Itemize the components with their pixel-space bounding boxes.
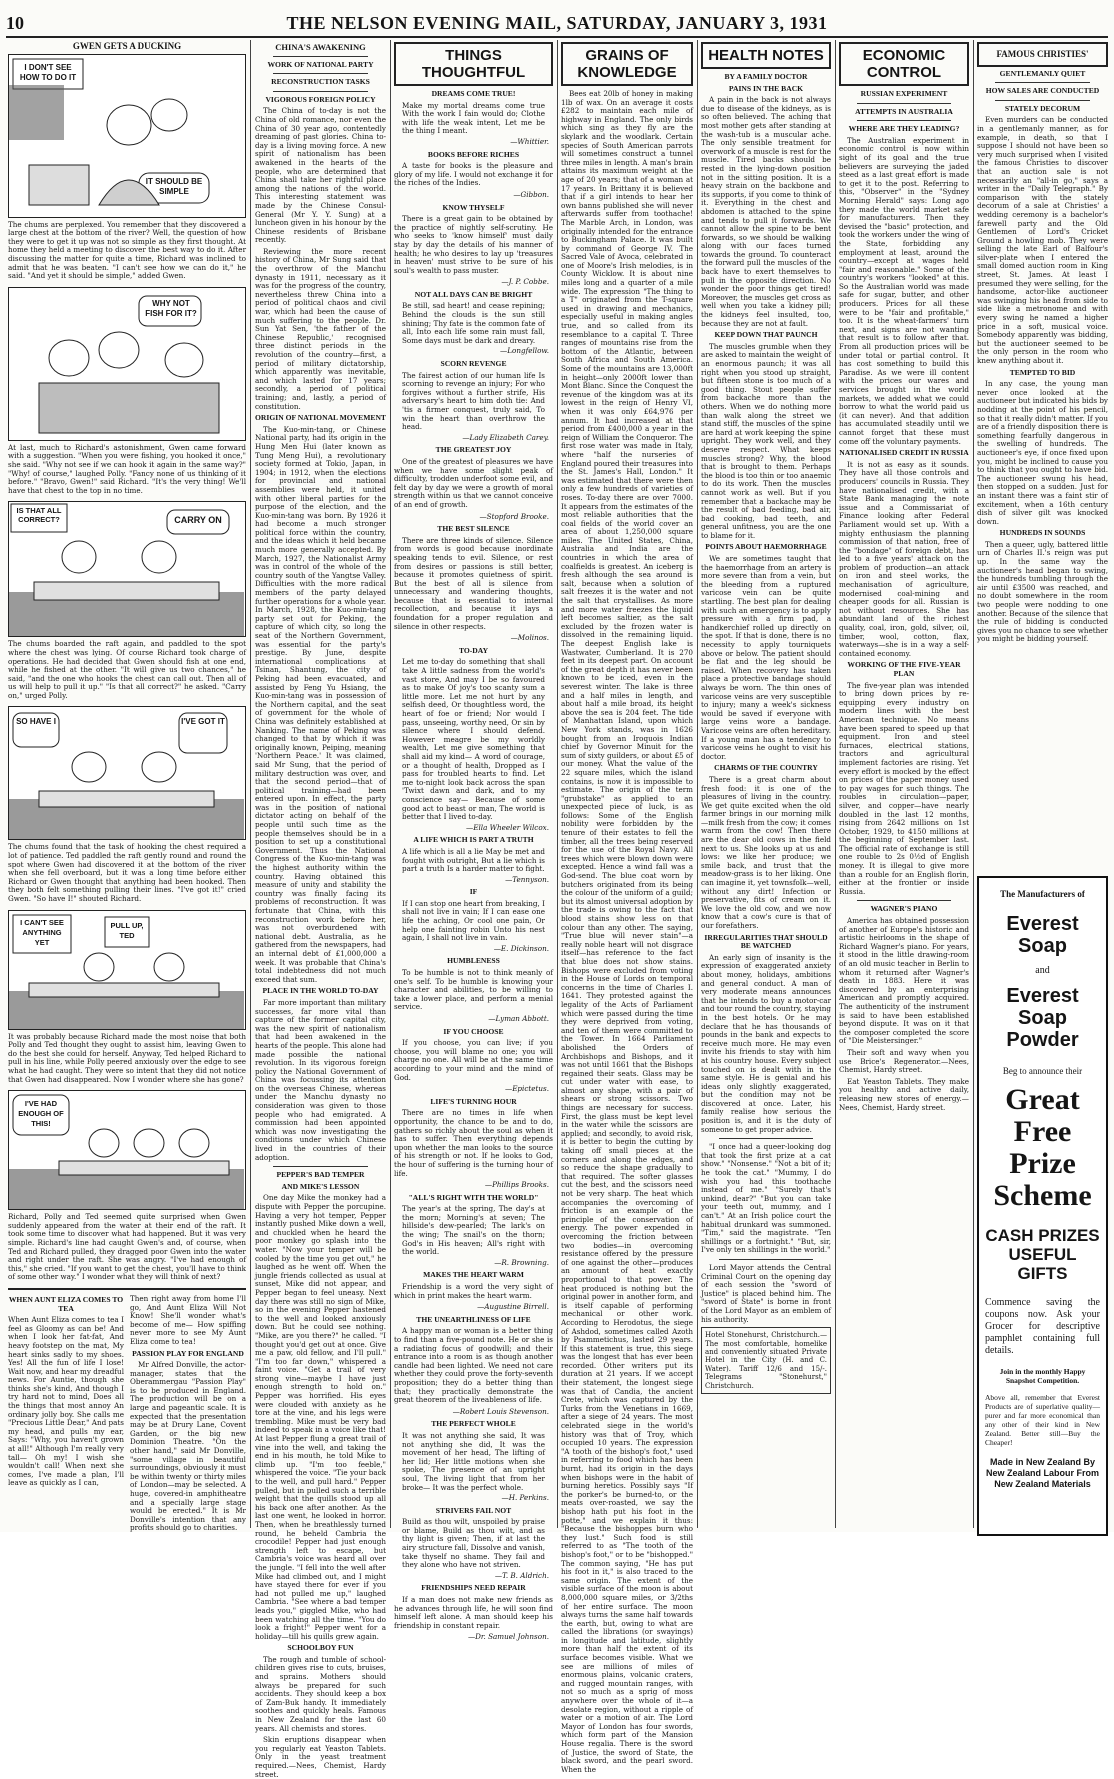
china-subhead: WORK OF NATIONAL PARTY: [267, 59, 374, 69]
ad-prizes: CASH PRIZES USEFUL GIFTS: [985, 1225, 1100, 1283]
speech-bubble: I'VE GOT IT: [181, 717, 225, 727]
divider: [995, 82, 1090, 83]
article-paragraph: The China of to-day is not the China of old romance, nor even the China of 30 year ago, contentedly dreaming of past glories. China to-day is a living moving force. A new spirit of nationalism has been awakened in the hearts of the people, who are determined that China shall take her rightful place among the nations of the world. This interesting statement was made by the Chinese Consul-General (Mr Y. Y. Sung) at a luncheon given in his honour by the Chinese residents of Brisbane recently.: [255, 106, 386, 245]
china-headline: CHINA'S AWAKENING: [275, 42, 366, 52]
hotel-advertisement: Hotel Stonehurst, Christchurch.—The most comfortable, homelike and conveniently situated Private Hotel in the City (H. and C. Water). Tariff 12/6 and 15/-. Telegrams "Stonehurst," Christchurch.: [701, 1327, 831, 1394]
quote-title: NOT ALL DAYS CAN BE BRIGHT: [414, 289, 533, 299]
knowledge-column: [561, 40, 693, 1774]
comic-panel-1: [8, 54, 246, 218]
health-headline: HEALTH NOTES: [701, 42, 831, 69]
speech-bubble: CARRY ON: [174, 515, 222, 526]
quote-title: FRIENDSHIPS NEED REPAIR: [421, 1583, 526, 1593]
caption-1: The chums are perplexed. You remember that they discovered a large chest at the bottom of the river? Well, the question of how they were to get it up was not so simple as they first thought. At home they held a meeting to discover the best way to do it. After discussing the matter for quite a time, Richard was inclined to admit that he was beaten. "I can't see how we can do it," he said. "And yet it should be simple," added Gwen.: [8, 219, 246, 281]
ad-brand: Everest Soap Powder: [1006, 985, 1079, 1052]
character-head: [62, 541, 96, 573]
quote-title: IF YOU CHOOSE: [443, 1026, 504, 1036]
poem-block: [8, 1293, 124, 1536]
article-paragraph: Their soft and wavy when you use Brice's Regenerator.—Nees, Chemist, Hardy street.: [839, 1047, 969, 1075]
article-paragraph: Far more important than military successes, far more vital than capture of the former capital city, was the new spirit of nationalism that had been awakened in the hearts of the people. This alone had made possible the national revolution. In its vigorous foreign policy the National Government of China was focussing its attention on the overseas Chinese, whereas under the Manchu dynasty no consideration was given to those people who had emigrated. A commission had been appointed which was now investigating the conditions under which Chinese lived in the countries of their adoption.: [255, 997, 386, 1162]
caption-2: At last, much to Richard's astonishment, Gwen came forward with a suggestion. "When you were fishing, you hooked it once," she said. "Why not see if we can hook it again in the same way?" "Why! of course," laughed Polly. "Fancy none of us thinking of it before." "Bravo, Gwen!" said Richard. "It's the very thing! We'll have that chest to the top in no time.: [8, 442, 246, 495]
economic-headline: ECONOMIC CONTROL: [839, 42, 969, 86]
article-paragraph: The five-year plan was intended to bring down prices by re-equipping every industry on modern lines with the best American technique. No means have been spared to speed up that equipment. Iron and steel furnaces, electrical stations, tractors and agricultural implement factories are rising. Yet every effort is mocked by the effect on prices of the paper money used to pay wages for such things. The roubles in circulation—paper, silver, and copper—have nearly doubled in the last 12 months, rising from 2642 millions on 1st October, 1929, to 4150 millions at the beginning of September last. The official rate of exchange is still one rouble to 2s 0½d of English money. It is illegal to give more than a rouble for an English florin, either at the frontier or inside Russia.: [839, 680, 969, 896]
poem-continuation: Then right away from home I'll go, And Aunt Eliza Will Not Know! She'll wonder what's become of me— How spiffing never more to see My Aunt Eliza come to tea!: [130, 1293, 246, 1346]
article-paragraph: The muscles grumble when they are asked to maintain the weight of an enormous paunch; it was all right when you stood up straight, but fifteen stone is too much of a good thing. Stout people suffer from backache more than the others. When we do nothing more than walk along the street we stand stiff, the muscles of the spine are hard at work keeping the spine upright. They work well, and they deserve respect. What keeps muscles strong? Why, the blood that is brought to them. Perhaps the blood is too thin or too anaemic to do its work. Then the muscles cannot work as well. But if you remember that a backache may be the result of bad feeding, bad air, bad cooking, bad teeth, and general unfitness, you are the one to blame for it.: [701, 341, 831, 540]
christies-column: [977, 40, 1108, 1528]
article-paragraph: Even murders can be conducted in a gentlemanly manner, as for example, in death, so that I suppose I should not have been so very much surprised when I visited the famous Christies to discover that an auction sale is not necessarily an "all-in go," says a writer in the "Daily Telegraph." By comparison with the stately decorum of a sale at Christies' a wedding ceremony is a bachelor's farewell party and the Old Gentlemen of Lord's Cricket Ground a howling mob. They were selling the late Earl of Balfour's silver-plate when I entered the small domed auction room in King street, St. James. At least I presumed they were selling, for the handsome, actor-like auctioneer was swinging his head from side to side like a metronome and with every swing he named a higher price in a soft, musical voice. Somebody apparently was bidding, but the auctioneer seemed to be the only person in the room who knew anything about it.: [977, 115, 1108, 365]
quote-author: —Robert Louis Stevenson.: [452, 1406, 549, 1416]
divider: [273, 91, 368, 92]
character-head: [154, 953, 184, 981]
poem-text: When Aunt Eliza comes to tea I feel as Gloomy as can be! And when I look her fat-fat, And heavy footstep on the mat, My heart sinks sadly to my shoes. Yes! All the fun of life I lose! Wait now, and hear my dreadful news. For Auntie, though she thinks she's kind, And though I try hard not to mind, Does all the things that most annoy An ordinary jolly boy. She calls me "Precious Little Dear," And pats my head, and pulls my ear, Says: "Why, you haven't grown at all!" Although I'm really very tall— Oh my! I wish she wouldn't call! When next she comes, I've made a plan, I'll leave as quickly as I can,: [8, 1315, 124, 1488]
quote-text: There are no times in life when opportunity, the chance to be and to do, gathers so richly about the soul as when it has to suffer. Then everything depends upon whether the man looks to the source of his strength or not. If he looks to God, the hour of suffering is the turning hour of life.: [394, 1108, 553, 1178]
comic-panel-2: [8, 287, 246, 441]
section-heading: KEEP DOWN THAT PAUNCH: [714, 330, 818, 340]
speech-bubble: I DON'T SEE HOW TO DO IT: [19, 62, 77, 82]
china-subhead: VIGOROUS FOREIGN POLICY: [265, 94, 376, 104]
quote-text: Let me to-day do something that shall take A little sadness from the world's vast store, And may I be so favoured as to make Of joy's too scanty sum a little more. Let me not hurt by any selfish deed, Or thoughtless word, the heart of foe or friend; Nor would I pass, unseeing, worthy need, Or sin by silence where I should defend. However meagre be my worldly wealth, Let me give something that shall aid my kind— A word of courage, or a thought of health, Dropped as I pass for troubled hearts to find. Let me to-night look back across the span 'Twixt dawn and dark, and to my conscience say— Because of some good act to beast or man, The world is better that I lived to-day.: [402, 657, 545, 822]
character-head: [49, 340, 89, 376]
comic-panel-6: [8, 1090, 246, 1210]
article-paragraph: The Australian experiment in economic control is now within sight of its goal and the true believers are surveying the jaded steed as a last great effort is made to get it to the post. Referring to this, "Observer" in the "Sydney Morning Herald" says: Long ago they made the world market safe for manufacturers. Then they devised the "basic" protection, and took the workers under the wing of the State, forbidding any employment at least, around the country—except at wages held "fair and reasonable." Some of the country's workers "looked" at this. So the Australian world was made safe for sugar, butter, and other producers. Prices for all these were to be "fair and profitable," too. It is the wheat-farmers' turn next, and signs are not wanting that result is to follow after that. From all production prices will be under total or partial control. It has cost something to build this Paradise. As we were ill content with the prices our wares and services brought in the world markets, we added what we could borrow to what the world paid us (it can never). And that addition has accumulated steadily until we cannot forget that these must come off the voluntary payments.: [839, 135, 969, 446]
section-heading: NATIONALISED CREDIT IN RUSSIA: [839, 448, 969, 458]
ad-competition: Join in the monthly Happy Snapshot Competition.: [999, 1366, 1086, 1385]
divider: [273, 73, 368, 74]
quote-author: —Lady Elizabeth Carey.: [462, 432, 549, 442]
quote-title: A LIFE WHICH IS PART A TRUTH: [413, 835, 534, 845]
speech-bubble: IS THAT ALL CORRECT?: [16, 506, 62, 525]
quote-text: If I can stop one heart from breaking, I shall not live in vain; If I can ease one life the aching, Or cool one pain, Or help one fainting robin Unto his nest again, I shall not live in vain.: [402, 898, 545, 943]
caption-3: The chums boarded the raft again, and paddled to the spot where the chest was lying. Of course Richard took charge of operations. He had decided that Gwen should fish at one end, while he fished at the other. "It will give us two chances," he said, "and the one who hooks the chest can call out. Then all of us will help to pull it up." "Is that all correct?" he asked. "Carry on," urged Polly.: [8, 639, 246, 700]
everest-advertisement: [977, 876, 1108, 1536]
section-heading: CHARMS OF THE COUNTRY: [714, 763, 818, 773]
economic-column: [839, 40, 969, 1528]
masthead: [6, 10, 1108, 38]
column-rule: [835, 40, 836, 1528]
speech-bubble: PULL UP, TED: [110, 920, 144, 940]
divider: [273, 56, 368, 57]
comic-panel-4: [8, 706, 246, 840]
thoughtful-headline: THINGS THOUGHTFUL: [394, 42, 553, 86]
raft: [29, 983, 219, 997]
section-heading: IRREGULARITIES THAT SHOULD BE WATCHED: [704, 932, 828, 951]
passion-text: Mr Alfred Donville, the actor-manager, states that the Oberammergau "Passion Play" is to be produced in England. The production will be on a large and pageantic scale. It is expected that the presentation may be at Drury Lane, Covent Garden, or the big new Dominion Theatre. "On the other hand," said Mr Donville, "some village in beautiful surroundings, obviously it must be within twenty or thirty miles of London—may be selected. A huge, covered-in amphitheatre and a specially large stage would be erected." It is Mr Donville's intention that any profits should go to charities.: [130, 1360, 246, 1533]
article-paragraph: Skin eruptions disappear when you regularly eat Yeaston Tablets. Only in the yeast treatment required.—Nees, Chemist, Hardy street.: [255, 1735, 386, 1779]
article-paragraph: An early sign of insanity is the expression of exaggerated anxiety about money, holidays, ambitions and general conduct. A man of very moderate means announces that he intends to buy a motor-car and tour round the country, staying in the best hotels. Or he may declare that he has thousands of pounds in the bank and expects to receive much more. He may even invite his friends to stay with him at his country house. Every subject touched on is dealt with in the same style. He is genial and his ideas only slightly exaggerated, but the condition may not be discovered at once. Later, his family realise how serious the position is, and it is the duty of someone to get proper advice.: [701, 952, 831, 1134]
thoughtful-column: [394, 40, 553, 1642]
character-head: [99, 332, 139, 368]
quote-text: There is a great gain to be obtained by the practice of nightly self-scrutiny. He who seeks to 'know himself' must daily stay by day the details of his manner of health; he who desires to lay up 'treasures in heaven' must strive to be sure of his soul's wealth to pass muster.: [394, 214, 553, 275]
comic-column: [8, 40, 246, 1533]
caption-6: Richard, Polly and Ted seemed quite surprised when Gwen suddenly appeared from the water at their end of the raft. It took some time to discover what had happened. But it was very simple. Richard's line had caught Gwen's and, of course, when Ted and Richard pulled, they dragged poor Gwen into the water and right under the raft. She was angry. "I've had enough of this," she cried. "If you want to get the chest, you'll have to think of some other way." I wonder what they will think of next?: [8, 1212, 246, 1282]
comic-panel-3: [8, 501, 246, 637]
quote-author: —J. P. Cobbe.: [501, 277, 549, 287]
speech-bubble: SO HAVE I: [16, 717, 56, 727]
quote-text: A happy man or woman is a better thing to find than a five-pound note. He or she is a radiating focus of goodwill; and their entrance into a room is as though another candle had been lighted. We need not care whether they could prove the forty-seventh proposition; they do a better thing than that; they practically demonstrate the great theorem of the liveableness of life.: [394, 1326, 553, 1405]
divider: [995, 100, 1090, 101]
poem-title: WHEN AUNT ELIZA COMES TO TEA: [8, 1294, 124, 1313]
quote-author: —Dr. Samuel Johnson.: [467, 1632, 549, 1642]
quote-text: Build as thou wilt, unspoiled by praise or blame, Build as thou wilt, and as thy light is given; Then, if at last the airy structure fall, Dissolve and vanish, take thyself no shame. They fail and they alone who have not striven.: [402, 1517, 545, 1570]
page-number: 10: [6, 12, 24, 33]
section-heading: WORKING OF THE FIVE-YEAR PLAN: [847, 660, 961, 678]
quote-author: —R. Browning.: [494, 1257, 549, 1267]
china-column: [255, 40, 386, 1779]
raft: [59, 1161, 229, 1175]
character-head: [165, 343, 203, 377]
column-rule: [557, 40, 558, 1528]
quote-author: —Gibbon.: [513, 189, 549, 199]
column-rule: [250, 40, 251, 1528]
christies-header: [977, 42, 1108, 67]
section-heading: WAGNER'S PIANO: [870, 904, 938, 914]
article-paragraph: Reviewing the more recent history of China, Mr Sung said that the overthrow of the Manchu dynasty in 1911, necessary as it was for the progress of the country, nevertheless threw China into a period of political chaos and civil war, which had been the cause of much suffering to the people. Dr. Sun Yat Sen, 'the father of the Chinese Republic,' recognised three distinct periods in the revolution of the country—first, a period of military dictatorship, which apparently was inevitable, and which lasted for 17 years; secondly, a period of political training; and, lastly, a period of constitution.: [255, 246, 386, 411]
economic-subhead: WHERE ARE THEY LEADING?: [848, 124, 960, 134]
article-paragraph: Eat Yeaston Tablets. They make you healthy and active daily, releasing new stores of energy.—Nees, Chemist, Hardy street.: [839, 1076, 969, 1112]
character-head: [84, 953, 114, 981]
quote-title: "ALL'S RIGHT WITH THE WORLD": [408, 1192, 539, 1202]
christies-headline: FAMOUS CHRISTIES': [996, 49, 1089, 59]
quote-title: THE BEST SILENCE: [437, 524, 510, 534]
window-shadow: [9, 85, 64, 140]
ad-scheme: Great Free Prize Scheme: [993, 1082, 1092, 1212]
article-paragraph: It is not as easy as it sounds. They have all those controls and producers' councils in Russia. They have nationalised credit, with a State Bank managing the note issue and a Commissariat of Finance looking after Federal Parliament would set up. With a mighty enthusiasm the planning commission of that nation, free of the "bondage" of foreign debt, has led to a five years' attack on the problem of production—an attack on iron and steel works, the mechanisation of agriculture, modernised coal-mining and cheaper goods for all. Russian is not without resources. She has abundant land of the richest quality, coal, iron, gold, silver, oil, timber, wool, cotton, flax, waterways—she is in a way a self-contained economy.: [839, 459, 969, 658]
quote-title: THE GREATEST JOY: [435, 445, 512, 455]
quote-text: Friendship is a word the very sight of which in print makes the heart warm.: [394, 1282, 553, 1300]
quote-text: If you choose, you can live; if you choose, you will blame no one; you will charge no one. All will be at the same time according to your mind and the mind of God.: [394, 1038, 553, 1082]
caption-5: It was probably because Richard made the most noise that both Polly and Ted thought they ought to assist him, leaving Gwen to do the best she could for herself. Anyway, Ted helped Richard to pull in his line, while Polly peered anxiously over the edge to see what he had caught. They were so intent that they did not notice that Gwen had disappeared. Now I wonder where she has gone?: [8, 1031, 246, 1084]
quote-author: —Lyman Abbott.: [488, 1014, 549, 1023]
section-heading: POINTS ABOUT HAEMORRHAGE: [705, 542, 827, 552]
ad-made-in: Made in New Zealand By New Zealand Labour From New Zealand Materials: [985, 1456, 1099, 1489]
divider: [857, 900, 951, 901]
health-byline: BY A FAMILY DOCTOR: [724, 72, 808, 81]
quote-title: TO-DAY: [458, 645, 489, 655]
character-head: [89, 1129, 119, 1157]
christies-subhead: HOW SALES ARE CONDUCTED: [985, 86, 1100, 96]
column-rule: [697, 40, 698, 1528]
newspaper-title: THE NELSON EVENING MAIL, SATURDAY, JANUARY 3, 1931: [286, 12, 828, 33]
quote-author: —T. B. Aldrich.: [494, 1570, 549, 1580]
health-column: [701, 40, 831, 1528]
speech-bubble: WHY NOT FISH FOR IT?: [145, 298, 197, 318]
quote-author: —Whittier.: [510, 136, 549, 146]
divider: [719, 1138, 813, 1139]
column-rule: [390, 40, 391, 1528]
caption-4: The chums found that the task of hooking the chest required a lot of patience. Ted paddled the raft gently round and round the spot where Gwen had discovered it at the bottom of the river when she fell overboard, but it was a long time before either Richard or Gwen thought that anything had been hooked. Then they both felt something pulling their lines. "I've got it!" cried Gwen. "So have I!" shouted Richard.: [8, 842, 246, 904]
quote-title: THE UNEARTHLINESS OF LIFE: [416, 1314, 531, 1324]
character-head: [134, 1129, 164, 1157]
section-heading: TEMPTED TO BID: [1009, 367, 1076, 377]
divider: [857, 120, 951, 121]
quote-author: —Ella Wheeler Wilcox.: [466, 822, 549, 832]
character-head: [142, 752, 176, 782]
quote-text: Make my mortal dreams come true With the work I fain would do; Clothe with life the weak intent, Let me be the thing I meant.: [402, 100, 545, 136]
economic-subhead: RUSSIAN EXPERIMENT: [860, 89, 948, 98]
quote-author: —Phillips Brooks.: [484, 1180, 549, 1190]
article-paragraph: We are sometimes taught that the haemorrhage from an artery is more severe than from a vein, but the bleeding from a ruptured varicose vein can be quite startling. The best plan for dealing with such an emergency is to apply pressure with a firm pad, a handkerchief rolled up directly on the spot. If that is done, there is no necessity to apply tourniquets above or below. The patient should be flat and the leg should be raised. When recovery has taken place a protective bandage should always be worn. The thin ones of varicose veins are very susceptible to injury; many a week's sickness would be saved if everyone with large veins wore a bandage. Varicose veins are often hereditary. If a young man has a tendency to varicose veins he ought to visit his doctor.: [701, 554, 831, 761]
ad-intro: The Manufacturers of: [1000, 889, 1085, 899]
quote-author: —Longfellow.: [500, 346, 549, 356]
pepper-headline: PEPPER'S BAD TEMPER: [276, 1170, 365, 1180]
quote-author: —Molinos.: [510, 633, 549, 643]
raft: [34, 582, 219, 600]
quote-title: IF: [469, 887, 478, 897]
ad-conjunction: and: [1035, 964, 1050, 976]
article-paragraph: In any case, the young man never once looked at the auctioneer but indicated his bids by nodding at the point of his pencil, so that it really didn't matter. If you are of a friendly disposition there is something fearfully dangerous in the swelling of hundreds. The auctioneer's eye, if once fixed upon you, might be inclined to cause you to think that you ought to have bid. The auctioneer swung his head, then stopped on a sudden. Just for an instant there was a faint stir of excitement, when a 16th century dish of silver gilt was knocked down.: [977, 379, 1108, 526]
article-paragraph: A pain in the back is not always due to disease of the kidneys, as is so often believed. The aching that most mother gets after standing at the wash-tub is a muscular ache. The only sensible treatment for overwork of a muscle is rest for the muscle. Tired backs should be rested in the lying-down position not in the sitting position. It is a heavy strain on the backbone and its supports, if you come to think of it. Everything in the chest and abdomen is attached to the spine and tends to pull it forwards. We cannot allow the spine to be bent forwards, so we should be walking along with our faces turned towards the ground. To counteract the forward pull the muscles of the back have to exert themselves to pull in the opposite direction. No wonder the poor things get tired! Moreover, the muscles get cross as well when you take a kidney pill; the kidneys feel insulted, too, because they are not at fault.: [701, 95, 831, 328]
quote-text: It was not anything she said, It was not anything she did, It was the movement of her head, The lifting of her lid; Her little motions when she spoke, The presence of an upright soul, The living light that from her broke— It was the perfect whole.: [402, 1430, 545, 1492]
knowledge-headline: GRAINS OF KNOWLEDGE: [561, 42, 693, 86]
article-paragraph: The rough and tumble of school-children gives rise to cuts, bruises, and sprains. Mothers should always be prepared for such accidents. They should keep a box of Zam-Buk handy. It immediately soothes and quickly heals. Famous in New Zealand for the last 60 years. All chemists and stores.: [255, 1654, 386, 1733]
character-head: [151, 99, 187, 131]
speech-bubble: IT SHOULD BE SIMPLE: [145, 176, 203, 196]
quote-author: —Augustine Birrell.: [477, 1302, 549, 1312]
health-subhead: PAINS IN THE BACK: [728, 83, 804, 93]
section-heading: HUNDREDS IN SOUNDS: [999, 528, 1086, 538]
ad-announce: Beg to announce their: [1002, 1066, 1083, 1077]
raft: [39, 791, 214, 807]
divider: [273, 1166, 368, 1167]
comic-headline: GWEN GETS A DUCKING: [72, 41, 182, 51]
quote-title: KNOW THYSELF: [442, 202, 505, 212]
character-head: [72, 752, 106, 782]
article-paragraph: There is a great charm about fresh food: it is one of the pleasures of living in the country. We get quite excited when the old farmer brings in our morning milk—milk fresh from the cow; it comes warm from the cow! Then there are the dear old cows in the field next to us. She looks up at us and lows: we like her produce; we smile back, and trust that the meadow-grass is to her liking. One can imagine it, yet townsfolk—well, without any dirt! Infection or preservative, fits of cream on it. We love the old cow, and we now know that a cow's cure is that of our forefathers.: [701, 774, 831, 930]
column-rule: [973, 40, 974, 1528]
passion-title: PASSION PLAY FOR ENGLAND: [132, 1348, 244, 1358]
quote-author: —E. Dickinson.: [493, 943, 549, 953]
article-paragraph: Then a queer, ugly, battered little urn of Charles II.'s reign was put up. In the same way the auctioneer's head began to swing, the hundreds tumbling through the air until £3500 was reached, and no doubt somewhere in the room two people were nodding to one another. Because of the silence that the rule of bidding is conducted gives you no chance to see whether you might be bidding yourself.: [977, 539, 1108, 644]
divider: [719, 1259, 813, 1260]
speech-bubble: I CAN'T SEE ANYTHING YET: [20, 917, 64, 947]
quote-author: —H. Perkins.: [501, 1493, 549, 1503]
panel-2-drawing: [9, 288, 244, 440]
section-heading: PLACE IN THE WORLD TO-DAY: [262, 986, 379, 996]
ad-quality: Above all, remember that Everest Products are of superlative quality—purer and far more economical than any other of their kind in New Zealand. Better still—Buy the Cheaper!: [985, 1392, 1100, 1447]
armchair: [29, 165, 89, 205]
character-head: [179, 1129, 209, 1157]
character-head: [142, 541, 176, 573]
quote-title: HUMBLENESS: [447, 956, 500, 966]
bottom-section: [8, 1288, 246, 1536]
article-paragraph: America has obtained possession of another of Europe's historic and artistic heirlooms in the shape of Richard Wagner's piano. For years, it stood in the little drawing-room of an old music teacher in Berlin to whom it returned after Wagner's death in 1883. Here it was discovered by an enterprising American and promptly acquired. The authenticity of the instrument is said to have been established beyond dispute. It was on it that the composer completed the score of "Die Meistersinger.": [839, 916, 969, 1046]
pepper-subhead: AND MIKE'S LESSON: [281, 1181, 360, 1191]
quote-title: SCORN REVENGE: [440, 359, 507, 369]
passion-block: [130, 1293, 246, 1536]
christies-subhead: STATELY DECORUM: [1004, 103, 1081, 113]
quote-text: One of the greatest of pleasures we have when we have some slight peak of difficulty, trodden underfoot some evil, and felt day by day we were a growth of moral strength within us that we cannot conceive of an end of growth.: [394, 456, 553, 509]
article-paragraph: Bees eat 20lb of honey in making 1lb of wax. On an average it costs £282 to maintain each mile of highway in England. The only birds which sing as they fly are the skylark and the woodlark. Certain species of South American parrots will sometimes construct a tunnel three miles in length. A man's brain attains its maximum weight at the age of 20 years; that of a woman at 17 years. In Brittany it is believed that if a girl intends to hear her own banns published she will never afterwards suffer from toothache! The Marble Arch, in London, was originally intended for the entrance to Buckingham Palace. It was built by command of George IV. The Sacred Vale of Avoca, celebrated in one of Moore's Irish melodies, is in County Wicklow. It is about nine miles long and a quarter of a mile wide. The expression "The thing to a T" originated from the T-square used in drawing and mechanics, especially useful in making angles true, and so called from its resemblance to a capital T. Three ranges of mountains rise from the bottom of the Atlantic, between South Africa and South America. Some of the mountains are 13,000ft in height—only 2000ft lower than Mont Blanc. Since the Conquest the revenue of the kingdom was at its lowest in the reign of Henry VI, when it was only £64,976 per annum. It had increased at that period from £400,000 a year in the reign of William the Conqueror. The first rose water was made in Italy, where "half the nurseries of England poured their treasures into the St. James's Hall, London." It was estimated that there were then only a few hundreds of varieties of roses. To-day there are over 7000. It appears from the estimates of the most reliable authorities that the coal fields of the world cover an area of about 1,250,000 square miles. The United States, China, Australia and India are the countries in which the area of coalfields is greatest. An iceberg is fresh although the sea around is salt, because when a solution of salt freezes it is the water and not the salt that crystallises. As more and more water freezes the liquid left becomes saltier, as the salt excluded by the frozen water is dissolved in the remaining liquid. The deepest English lake is Wastwater, Cumberland. It is 270 feet in its deepest part. On account of the great depth it has never been known to be iced, even in the severest winter. The lake is three and a half miles in length, and about half a mile broad, its height above the sea is 204 feet. The tide of Manhattan Island, upon which New York stands, was in 1626 bought from an Iroquois Indian chief by Governor Minuit for the sum of sixty guilders, or about £5 of our money. What the value of the 22 square miles, which the island contains, is now it is impossible to estimate. The origin of the term "grubstake" as applied to an unexpected piece of luck, is as follows: Some of the English nobility were forbidden by the tenure of their estates to fell the timber, all the trees being reserved for the use of the Royal Navy. All trees which were blown down were excepted. Hence a wind fall was a God-send. The blue coat worn by butchers originated from its being the colour of the uniform of a guild; but its almost universal adoption by the trade is owing to the fact that blood stains show less on that colour than any other. The saying, "True blue will never stain"—a really noble heart will not disgrace itself—has reference to the fact that blue does not show stains. Bishops were excluded from voting in the House of Lords on temporal concerns in the time of Charles I. 1641. They protested against the legality of the Acts of Parliament which were passed during the time they were deprived from voting, and ten of them were committed to the Tower. In 1664 Parliament abolished the Orders of Archbishops and Bishops, and it was not until 1661 that the Bishops regained their seats. Glass may be cut under water with ease, to almost any shape, with a pair of shears or strong scissors. Two things are necessary for success. First, the glass must be kept level in the water while the scissors are applied; and secondly, to avoid risk, it is better to begin the cutting by taking off small pieces at the corners and along the edges, and so reduce the shape gradually to that required. The softer glasses cut the best, and the scissors need not be very sharp. The heat which accompanies the overcoming of friction is an example of the principle of the conservation of energy. The power expended in overcoming the friction between two bodies—in overcoming resistance offered by the pressure of one against the other—produces an amount of heat exactly proportional to that power. The heat produced is nothing but the original power in another form, and is itself capable of performing mechanical or other work. According to Herodotus, the siege of Ashdod, sometimes called Azoth by Psammetichus, lasted 29 years. If this statement is true, this siege was the longest that has ever been recorded. Other writers put its duration at 21 years. If we accept their statement, the longest siege was that of Candia, the ancient Crete, which was captured by the Turks from the Venetians in 1669, after a siege of 24 years. The most celebrated siege in the world's history was that of Troy, which occupied 10 years. The expression "A tooth of the bishop's foot," used in referring to food which has been burnt, had its origin in the days when bishops were in the habit of burning heretics. Possibly says "If the porker's be burned-to, or the meats over-roasted, we say the bishop hath put his foot in the potte," and we explain it thus: "Because the bishoppes burn who they lust." Such food is still referred to as "The tooth of the bishop's foot," or to be "bishopped." The common saying, "He has put his foot in it," is also traced to the same origin. The extent of the visible surface of the moon is about 8,000,000 square miles, or 3/2ths of her entire surface. The moon always turns the same half towards the earth, but, owing to what are called the librations (or swayings) in longitude and latitude, slightly more than half the extent of its surface becomes visible. What we see are millions of miles of enormous plains, volcanic craters, and rugged mountain ranges, with not so much as a sprig of moss anywhere over the whole of it—a desolate region, without a ripple of water or a motion of air. The Lord Mayor of London has four swords, which form part of the Mansion House regalia. There is the sword of Justice, the sword of State, the black sword, and the pearl sword. When the: [561, 89, 693, 1774]
quote-text: A taste for books is the pleasure and glory of my life. I would not exchange it for the riches of the Indies.: [394, 161, 553, 188]
ad-body: Commence saving the coupons now. Ask your Grocer for descriptive pamphlet containing full details.: [985, 1296, 1100, 1356]
quote-author: —Stopford Brooke.: [479, 511, 549, 521]
quote-title: BOOKS BEFORE RICHES: [427, 149, 520, 159]
quote-text: The year's at the spring, The day's at the morn; Morning's at seven; The hillside's dew-pearled; The lark's on the wing; The snail's on the thorn; God's in His heaven; All's right with the world.: [402, 1204, 545, 1257]
article-paragraph: "I once had a queer-looking dog that took the first prize at a cat show." "Nonsense." "Not a bit of it; he took the cat." "Mummy, I do wish you had this toothache instead of me." "Surely that's unkind, dear?" "But you can take your teeth out, mummy, and I can't." At an Irish police court the habitual drunkard was summoned. "Tim," said the magistrate. "Ten shillings or a fortnight." "But, sir, I've only ten shillings in the world.": [701, 1142, 831, 1255]
quote-text: A life which is all a lie May be met and fought with outright, But a lie which is part a truth Is a harder matter to fight.: [402, 846, 545, 874]
china-subhead: RECONSTRUCTION TASKS: [271, 77, 370, 87]
section-heading: ORIGIN OF NATIONAL MOVEMENT: [255, 413, 386, 423]
quote-title: STRIVERS FAIL NOT: [435, 1505, 512, 1515]
ad-brand: Everest Soap: [1006, 912, 1079, 957]
comic-panel-5: [8, 910, 246, 1030]
section-heading: SCHOOLBOY FUN: [287, 1643, 354, 1653]
economic-subhead: ATTEMPTS IN AUSTRALIA: [855, 106, 953, 116]
quote-text: If a man does not make new friends as he advances through life, he will soon find himself left alone. A man should keep his friendship in constant repair.: [394, 1595, 553, 1630]
quote-title: LIFE'S TURNING HOUR: [430, 1096, 517, 1106]
quote-text: Be still, sad heart! and cease repining; Behind the clouds is the sun still shining; Thy fate is the common fate of all, Into each life some rain must fall, Some days must be dark and dreary.: [402, 301, 545, 345]
article-paragraph: Lord Mayor attends the Central Criminal Court on the opening day of each session the "sword of Justice" is placed behind him. The "sword of State" is borne in front of the Lord Mayor as an emblem of his authority.: [701, 1262, 831, 1324]
character-head: [107, 105, 151, 145]
quote-title: THE PERFECT WHOLE: [431, 1419, 516, 1429]
quote-author: —Epictetus.: [505, 1084, 549, 1094]
article-paragraph: The Kuo-min-tang, or Chinese National party, had its origin in the Hung Men Hui (later known as Tung Meng Hui), a revolutionary society formed at Tokio, Japan, in 1904; in 1912, when the elections for provincial and national assemblies were held, it united with other liberal parties for the purpose of the election, and the Kuo-min-tang was born. By 1926 it had become a much stronger political force within the country, and the ideas which it held became much more generally accepted. By March, 1927, the Nationalist Army was in control of the whole of the country south of the Yangtse Valley. Difficulties with the more radical members of the party delayed further operations for a whole year. In March, 1928, the Kuo-min-tang party set out for Peking, the capture of which city, so long the seat of the Northern Government, was essential for the party's prestige. By June, despite international complications at Tsinan, Shantung, the city of Peking had been evacuated, and assisted by Feng Yu Hsiang, the Kuo-min-tang was in possession of the Northern capital, and the seat of government for the whole of China was definitely established at Nanking. The name of Peking was changed to that by which it was originally known, Peiping, meaning 'Northern Peace.' It was claimed, said Mr Sung, that the period of military destruction was over, and that the second period—that of political training—had been entered upon. In effect, the party was in the position of national dictator acting on behalf of the people until such time as the people themselves should be in a position to set up a constitutional Government. Thus the National Congress of the Kuo-min-tang was the highest authority within the country. Having obtained this measure of unity and stability the country was finally facing its problems of reconstruction. It was fortunate that China, with this reconstruction work before her, was not overburdened with national debt. Australia, as he gathered from the newspapers, had an internal debt of £1,000,000 a week. It was probable that China's total indebtedness did not much exceed that sum.: [255, 424, 386, 984]
quote-text: The fairest action of our human life Is scorning to revenge an injury; For who forgives without a further strife, His adversary's heart to him doth tie: And 'tis a firmer conquest, truly said, To win the heart than overthrow the head.: [402, 370, 545, 432]
christies-subhead: GENTLEMANLY QUIET: [999, 68, 1086, 78]
article-paragraph: One day Mike the monkey had a dispute with Pepper the porcupine. Having a very hot temper, Pepper instantly pushed Mike down a well, and chuckled when he heard the poor monkey go splash into the water. "Now your temper will be cooled by the time you get out," he laughed as he went off. When the jungle friends collected as usual at sunset, Mike did not appear, and Pepper began to feel uneasy. Next day there was still no sign of Mike, so in the evening Pepper hastened to the well and looked anxiously down. But he could see nothing. "Mike, are you there?" he called. "I thought you'd get out at once. Give me a paw, old fellow, and I'll pull." "I'm too far down," whispered a faint voice. "Get a trail of very strong vine—maybe I have just enough strength to hold on." Pepper was horrified. His eyes were clouded with anxiety as he tore at the vine, and his legs were trembling. Mike must be very bad indeed to speak in a voice like that! At last Pepper flung a great trail of vine into the well, and taking the end in his mouth, he told Mike to climb up. "I'm too feeble," whispered the voice. "Tie your back to the well, and pull hard." Pepper pulled, but in pulled such a terrible weight that the quills stood up all his back one after another. As the last one went, he looked in horror. Then, when he breathlessly turned round, he beheld Cambria the crocodile! Pepper had just enough strength left to escape, but Cambria's voice was heard all over the jungle. "I fell into the well after Mike had climbed out, and I might have stayed there for ever if you had not pulled me up," laughed Cambria. "See where a bad temper leads you," giggled Mike, who had been watching all the time. "You do look a fright!" Pepper went for a holiday—till his quills grew again.: [255, 1193, 386, 1641]
quote-title: MAKES THE HEART WARM: [423, 1270, 524, 1280]
quote-author: —Tennyson.: [505, 874, 549, 884]
quote-text: There are three kinds of silence. Silence from words is good because inordinate speaking tends to evil. Silence, or rest from desires or passions is still better, because it promotes quietness of spirit. But the best of all is silence from unnecessary and wandering thoughts, because that is essential to internal recollection, and because it lays a foundation for a proper regulation and silence in other respects.: [394, 535, 553, 631]
quote-title: DREAMS COME TRUE!: [431, 89, 516, 98]
divider: [857, 103, 951, 104]
speech-bubble: I'VE HAD ENOUGH OF THIS!: [18, 1099, 64, 1129]
table: [39, 383, 219, 433]
quote-text: To be humble is not to think meanly of one's self. To be humble is knowing your character and abilities, to be willing to take a lower place, and perform a menial service.: [394, 968, 553, 1012]
